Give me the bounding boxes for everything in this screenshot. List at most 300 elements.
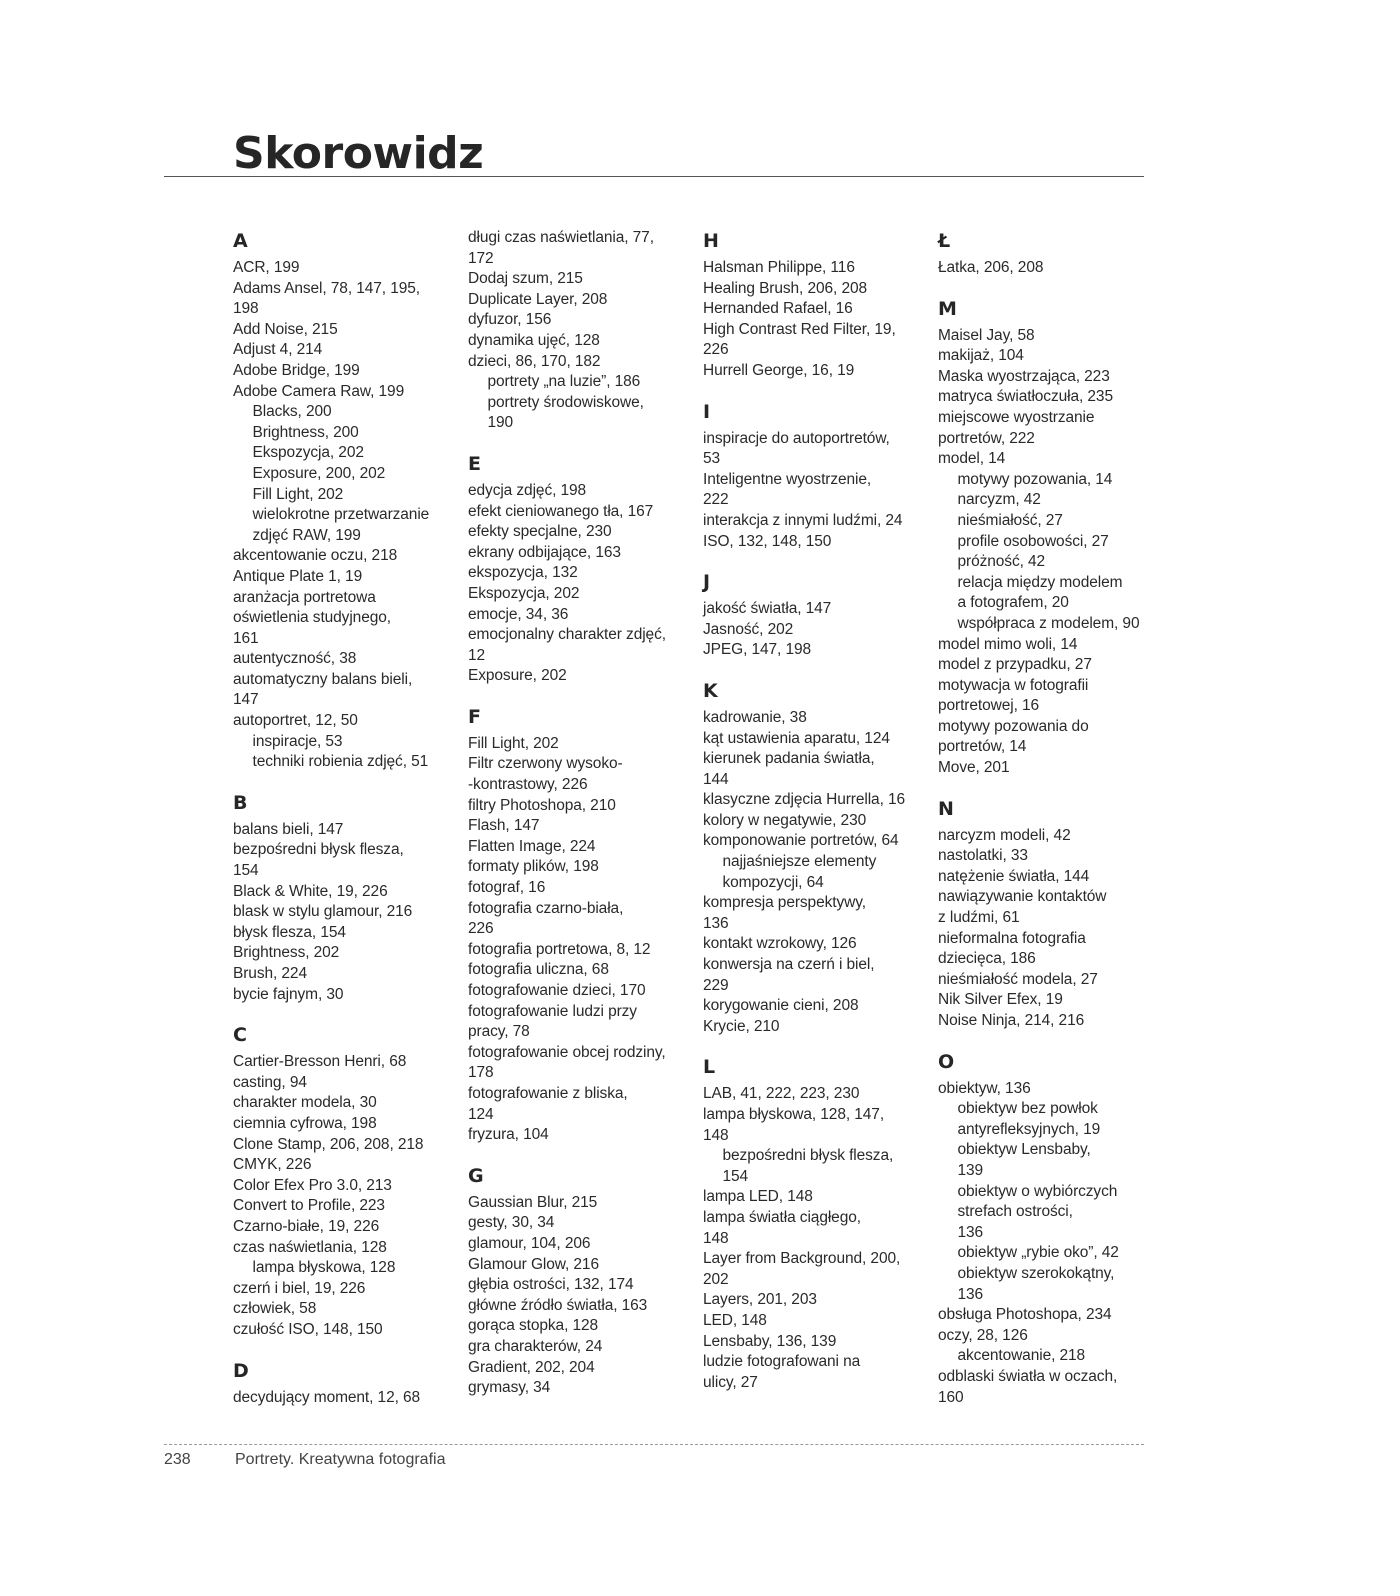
index-entry-line: Fill Light, 202 [252,485,344,503]
index-entry [468,754,698,795]
index-entry-line: 136 [703,914,729,932]
index-entry-line: Filtr czerwony wysoko- [468,755,623,773]
index-entry [468,1193,698,1214]
index-entry-line: 198 [233,300,259,318]
index-entry-line: konwersja na czerń i biel, [703,956,875,974]
index-entry [468,481,698,502]
index-entry [468,372,698,393]
index-entry [703,511,933,532]
index-entry-line: automatyczny balans bieli, [233,670,413,688]
index-entry [703,790,933,811]
index-entry [938,552,1168,573]
index-entry [703,1352,933,1393]
index-entry-line: dyfuzor, 156 [468,311,552,329]
index-entry-line: inspiracje, 53 [252,732,343,750]
index-entry-line: blask w stylu glamour, 216 [233,903,413,921]
index-entry-line: 124 [468,1105,494,1123]
index-entry [233,279,463,320]
index-entry-line: nawiązywanie kontaktów [938,888,1107,906]
index-entry-line: lampa LED, 148 [703,1188,813,1206]
index-entry-line: kontakt wzrokowy, 126 [703,935,857,953]
index-entry-line: kompresja perspektywy, [703,894,866,912]
index-entry-line: 12 [468,646,486,664]
index-entry [938,846,1168,867]
index-entry-line: natężenie światła, 144 [938,867,1090,885]
index-entry [703,1332,933,1353]
index-entry [233,464,463,485]
index-entry-line: Noise Ninja, 214, 216 [938,1012,1085,1029]
index-entry-line: fotografia portretowa, 8, 12 [468,940,651,958]
footer-rule [164,1444,1144,1445]
index-entry [468,310,698,331]
index-entry [233,1114,463,1135]
index-section [468,228,698,434]
index-entry-line: ISO, 132, 148, 150 [703,532,832,550]
index-entry-line: głębia ostrości, 132, 174 [468,1276,634,1294]
index-entry-line: Nik Silver Efex, 19 [938,991,1063,1009]
index-entry-line: 154 [233,862,259,880]
index-entry [233,1279,463,1300]
index-entry-line: pracy, 78 [468,1023,530,1041]
index-entry-line: 161 [233,629,259,647]
index-entry [468,734,698,755]
index-entry-line: gorąca stopka, 128 [468,1317,599,1335]
index-entry-line: wielokrotne przetwarzanie [252,506,430,524]
index-entry [703,1311,933,1332]
index-entry [468,1378,698,1399]
index-entry-line: oczy, 28, 126 [938,1326,1028,1344]
index-entry [938,1346,1168,1367]
index-entry-line: matryca światłoczuła, 235 [938,388,1113,406]
index-entry [938,867,1168,888]
section-letter: A [233,230,248,252]
index-entry-line: Color Efex Pro 3.0, 213 [233,1176,392,1194]
index-entry [938,826,1168,847]
index-entry [703,1208,933,1249]
index-entry-line: 229 [703,976,729,994]
index-entry [233,505,463,546]
index-entry [938,929,1168,970]
index-entry [938,511,1168,532]
index-entry-line: profile osobowości, 27 [957,532,1109,550]
index-entry-line: Łatka, 206, 208 [938,259,1044,276]
index-entry [468,1213,698,1234]
index-entry [468,666,698,687]
index-entry [468,878,698,899]
index-entry [233,1176,463,1197]
index-entry-line: główne źródło światła, 163 [468,1296,648,1314]
index-entry-line: filtry Photoshopa, 210 [468,796,616,814]
index-entry [233,840,463,881]
index-entry-line: balans bieli, 147 [233,820,344,838]
index-entry [938,532,1168,553]
index-entry-line: nieśmiałość, 27 [957,511,1063,529]
index-entry [233,382,463,403]
section-letter: Ł [938,230,951,252]
index-entry [233,361,463,382]
index-entry-line: ACR, 199 [233,259,300,276]
index-entry [468,1043,698,1084]
index-entry-line: portrety „na luzie”, 186 [487,373,641,391]
index-entry-line: narcyzm modeli, 42 [938,826,1071,844]
index-entry-line: Exposure, 200, 202 [252,464,386,482]
index-entry [233,443,463,464]
index-entry [468,1234,698,1255]
section-letter: G [468,1164,484,1187]
index-entry [703,1105,933,1146]
page-number: 238 [164,1451,191,1468]
index-entry-line: fotografowanie z bliska, [468,1084,628,1102]
index-entry-line: bezpośredni błysk flesza, [722,1147,894,1165]
index-entry [468,1255,698,1276]
index-entry [703,1290,933,1311]
index-entry [703,1084,933,1105]
index-entry-line: Inteligentne wyostrzenie, [703,470,872,488]
index-entry-line: fotografowanie dzieci, 170 [468,982,646,999]
index-entry [233,1217,463,1238]
index-entry [703,429,933,470]
index-entry [938,990,1168,1011]
index-entry [703,299,933,320]
index-entry-line: nieformalna fotografia [938,929,1086,947]
index-section [468,687,698,1146]
index-entry-line: bycie fajnym, 30 [233,985,344,1003]
index-entry-line: autoportret, 12, 50 [233,712,358,730]
index-entry-line: motywy pozowania, 14 [957,470,1113,488]
index-entry [938,408,1168,449]
index-entry-line: grymasy, 34 [468,1379,551,1397]
index-entry [703,893,933,934]
index-entry [703,811,933,832]
index-entry [468,1358,698,1379]
index-entry-line: Adams Ansel, 78, 147, 195, [233,279,420,297]
index-entry-line: nastolatki, 33 [938,847,1028,865]
index-entry-line: casting, 94 [233,1073,307,1091]
index-entry-line: kolory w negatywie, 230 [703,811,867,829]
index-entry [468,563,698,584]
section-letter: C [233,1024,247,1047]
index-section [468,434,698,687]
index-entry-line: Ekspozycja, 202 [468,584,580,602]
index-entry [468,290,698,311]
index-entry-line: czas naświetlania, 128 [233,1238,387,1256]
section-letter: K [703,679,718,702]
index-entry [468,857,698,878]
section-letter: L [703,1056,716,1079]
index-entry-line: klasyczne zdjęcia Hurrella, 16 [703,791,906,809]
index-entry-line: decydujący moment, 12, 68 [233,1388,421,1406]
index-entry-line: Duplicate Layer, 208 [468,290,608,308]
index-entry-line: fotografia czarno-biała, [468,899,624,917]
index-entry [233,258,463,279]
index-entry-line: charakter modela, 30 [233,1094,377,1112]
index-entry-line: Exposure, 202 [468,667,567,685]
index-entry-line: Antique Plate 1, 19 [233,567,363,585]
index-entry-line: kąt ustawienia aparatu, 124 [703,729,890,747]
index-entry-line: bezpośredni błysk flesza, [233,841,404,859]
index-entry-line: fotograf, 16 [468,879,546,897]
index-entry-line: efekty specjalne, 230 [468,523,612,541]
index-entry [938,573,1168,614]
index-entry [468,228,698,269]
index-entry-line: Black & White, 19, 226 [233,882,388,900]
index-entry-line: 144 [703,770,729,788]
index-entry [233,1052,463,1073]
index-entry [233,752,463,773]
section-letter: I [703,400,711,423]
index-entry-line: ekspozycja, 132 [468,564,578,582]
index-entry [703,1249,933,1290]
index-entry-line: Hurrell George, 16, 19 [703,361,855,379]
index-entry [703,470,933,511]
index-entry [938,717,1168,758]
index-entry [233,732,463,753]
index-entry-line: -kontrastowy, 226 [468,776,588,794]
index-entry-line: model mimo woli, 14 [938,635,1078,653]
index-columns [233,228,1153,1428]
index-entry-line: CMYK, 226 [233,1156,312,1174]
index-entry [468,605,698,626]
index-entry [468,625,698,666]
index-entry [233,588,463,650]
running-footer-title: Portrety. Kreatywna fotografia [235,1451,446,1468]
index-entry-line: obiektyw Lensbaby, [957,1141,1091,1159]
index-entry [233,320,463,341]
index-entry-line: 178 [468,1064,494,1082]
index-entry [938,1264,1168,1305]
section-letter: H [703,230,719,252]
index-entry [938,387,1168,408]
index-entry [233,820,463,841]
index-entry-line: Convert to Profile, 223 [233,1197,385,1215]
index-entry [468,269,698,290]
index-entry-line: dynamika ujęć, 128 [468,331,600,349]
index-entry [703,1146,933,1187]
index-entry [233,1135,463,1156]
index-entry [703,620,933,641]
index-entry-line: interakcja z innymi ludźmi, 24 [703,511,903,529]
index-entry [468,1084,698,1125]
index-entry-line: Halsman Philippe, 116 [703,259,855,276]
index-entry [938,1079,1168,1100]
index-entry-line: 160 [938,1388,964,1406]
index-entry-line: narcyzm, 42 [957,491,1041,509]
index-entry-line: obiektyw, 136 [938,1079,1031,1097]
index-entry-line: Fill Light, 202 [468,734,559,752]
section-letter: O [938,1050,955,1073]
index-entry [233,546,463,567]
index-entry [703,279,933,300]
index-entry [233,711,463,732]
index-entry-line: Healing Brush, 206, 208 [703,279,868,297]
index-entry-line: Gradient, 202, 204 [468,1358,595,1376]
index-entry [233,943,463,964]
index-entry-line: LAB, 41, 222, 223, 230 [703,1085,860,1103]
index-entry [938,490,1168,511]
index-entry-line: High Contrast Red Filter, 19, [703,320,896,338]
index-entry-line: portretów, 14 [938,738,1027,756]
index-entry [468,584,698,605]
index-entry-line: Brightness, 202 [233,944,340,962]
index-entry-line: 53 [703,450,721,468]
index-section [703,552,933,661]
index-entry-line: Flash, 147 [468,817,540,835]
index-entry [233,902,463,923]
index-entry [938,1367,1168,1408]
page-title: Skorowidz [233,128,484,179]
index-entry-line: edycja zdjęć, 198 [468,481,587,499]
index-entry-line: 222 [703,491,729,509]
index-entry [233,1388,463,1409]
index-entry-line: 148 [703,1229,729,1247]
index-entry-line: ekrany odbijające, 163 [468,543,621,561]
index-column [233,228,463,1408]
index-entry-line: Brightness, 200 [252,423,359,441]
index-entry-line: obiektyw „rybie oko”, 42 [957,1244,1119,1262]
index-entry [233,423,463,444]
index-entry-line: próżność, 42 [957,553,1046,571]
index-entry-line: obiektyw o wybiórczych [957,1182,1118,1200]
index-entry [468,331,698,352]
index-entry [938,887,1168,928]
index-entry [938,676,1168,717]
index-entry [703,532,933,553]
index-entry-line: Jasność, 202 [703,620,794,638]
index-entry [233,1320,463,1341]
index-column [938,228,1168,1408]
index-entry [703,361,933,382]
index-entry [233,485,463,506]
index-entry-line: JPEG, 147, 198 [703,641,812,659]
index-entry [468,1316,698,1337]
index-entry-line: lampa światła ciągłego, [703,1208,861,1226]
section-letter: D [233,1359,249,1382]
index-entry-line: najjaśniejsze elementy [722,853,877,871]
index-entry-line: 136 [957,1285,984,1303]
index-entry-line: fotografowanie obcej rodziny, [468,1043,666,1061]
index-entry-line: błysk flesza, 154 [233,923,346,941]
index-entry-line: Flatten Image, 224 [468,837,596,855]
index-entry-line: Lensbaby, 136, 139 [703,1332,837,1350]
section-letter: F [468,705,481,728]
index-entry-line: model z przypadku, 27 [938,656,1092,674]
index-entry-line: Gaussian Blur, 215 [468,1193,598,1211]
index-entry-line: Hernanded Rafael, 16 [703,300,853,318]
index-entry-line: czułość ISO, 148, 150 [233,1320,383,1338]
index-entry-line: glamour, 104, 206 [468,1234,591,1252]
index-section [703,382,933,553]
index-entry [233,1196,463,1217]
index-entry [233,340,463,361]
index-entry-line: oświetlenia studyjnego, [233,609,391,627]
index-section [703,1037,933,1393]
index-entry-line: 226 [703,341,729,359]
index-entry-line: kompozycji, 64 [722,873,824,891]
index-entry-line: obiektyw szerokokątny, [957,1264,1115,1282]
index-entry-line: Ekspozycja, 202 [252,444,364,462]
index-entry [233,1093,463,1114]
index-entry-line: Dodaj szum, 215 [468,270,583,288]
index-entry-line: Layer from Background, 200, [703,1250,901,1268]
index-column [703,228,933,1393]
index-entry [233,882,463,903]
index-entry [468,940,698,961]
index-entry [233,649,463,670]
index-section [233,228,463,773]
index-entry-line: miejscowe wyostrzanie [938,408,1095,426]
index-entry-line: Layers, 201, 203 [703,1291,817,1309]
index-entry [703,934,933,955]
index-entry [233,985,463,1006]
index-entry-line: model, 14 [938,450,1006,468]
index-entry-line: relacja między modelem [957,573,1123,591]
index-entry [938,655,1168,676]
index-entry-line: współpraca z modelem, 90 [957,614,1140,632]
index-entry [703,729,933,750]
index-entry-line: fotografia uliczna, 68 [468,961,609,979]
index-entry [233,567,463,588]
index-entry-line: Maisel Jay, 58 [938,326,1035,344]
index-section [233,773,463,1005]
index-entry [938,758,1168,779]
index-entry [938,1305,1168,1326]
index-entry-line: Adjust 4, 214 [233,341,323,359]
index-entry-line: 139 [957,1161,984,1179]
section-letter: J [703,571,711,594]
index-entry-line: Krycie, 210 [703,1017,780,1035]
index-entry-line: a fotografem, 20 [957,594,1069,612]
index-entry-line: Czarno-białe, 19, 226 [233,1217,380,1235]
index-entry [468,393,698,434]
index-entry [703,831,933,852]
index-entry-line: gra charakterów, 24 [468,1337,603,1355]
index-entry-line: fotografowanie ludzi przy [468,1002,637,1020]
index-entry [703,599,933,620]
index-entry [938,970,1168,991]
index-entry [938,614,1168,635]
index-entry-line: motywy pozowania do [938,717,1089,735]
index-entry-line: portretów, 222 [938,429,1035,447]
index-section [938,228,1168,279]
index-entry-line: lampa błyskowa, 128 [252,1259,396,1277]
index-entry-line: 154 [722,1167,749,1185]
index-entry [468,1296,698,1317]
index-entry-line: 136 [957,1223,984,1241]
index-entry-line: portrety środowiskowe, [487,393,644,411]
index-entry [233,402,463,423]
index-entry-line: emocjonalny charakter zdjęć, [468,626,666,644]
index-entry [468,1275,698,1296]
index-entry-line: Move, 201 [938,759,1010,777]
index-entry [468,1002,698,1043]
index-entry-line: z ludźmi, 61 [938,909,1020,927]
index-entry [233,1155,463,1176]
index-entry [468,981,698,1002]
index-entry-line: Glamour Glow, 216 [468,1255,599,1273]
index-entry-line: ludzie fotografowani na [703,1353,861,1371]
index-entry-line: inspiracje do autoportretów, [703,429,890,447]
index-section [233,1341,463,1409]
index-entry-line: 172 [468,249,494,267]
index-entry-line: Brush, 224 [233,965,307,982]
index-entry-line: strefach ostrości, [957,1203,1073,1221]
index-entry-line: obiektyw bez powłok [957,1100,1098,1118]
index-entry-line: Adobe Camera Raw, 199 [233,382,405,400]
index-entry [468,960,698,981]
index-entry-line: lampa błyskowa, 128, 147, [703,1106,885,1123]
index-entry [938,1243,1168,1264]
index-entry-line: LED, 148 [703,1311,767,1329]
